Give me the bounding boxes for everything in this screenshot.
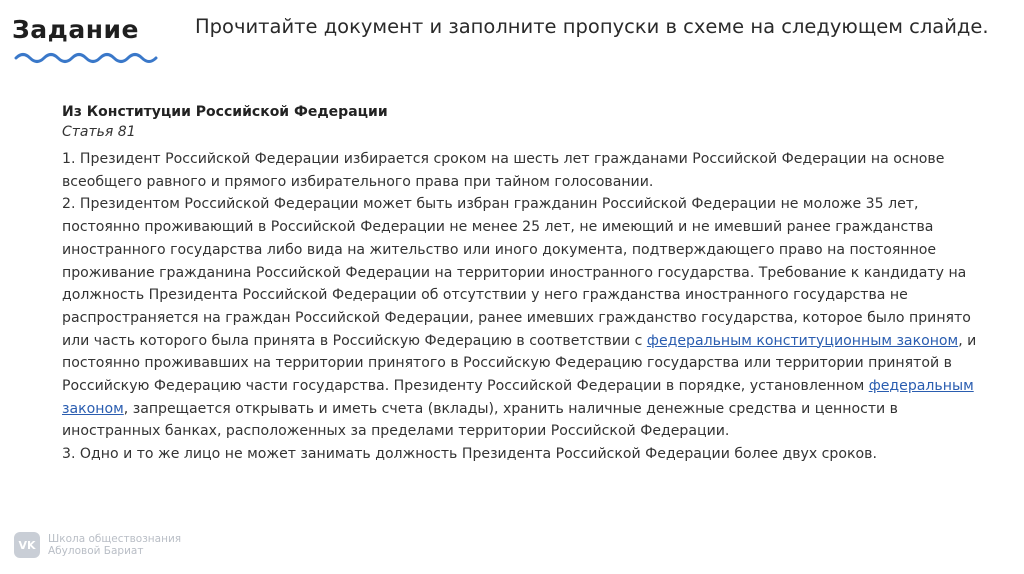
footer-line-1: Школа обществознания: [48, 533, 182, 545]
task-badge: [12, 14, 172, 68]
paragraph-2: [62, 193, 977, 443]
paragraph-1: 1. Президент Российской Федерации избирается сроком на шесть лет гражданами Российской Федерации на основе всеобщего равного и прямого избирательного права при тайном голосовании.: [62, 151, 945, 190]
article-number: Статья 81: [62, 124, 136, 140]
paragraph-2-text-b: , и постоянно проживавших на территории принятого в Российскую Федерацию государства или территории принятой в Российскую Федерацию части государства. Президенту Российской Федерации в порядке, установленном: [62, 332, 977, 395]
paragraph-2-text-a: 2. Президентом Российской Федерации может быть избран гражданин Российской Федерации не моложе 35 лет, постоянно проживающий в Российской Федерации не менее 25 лет, не имеющий и не имевший ранее гражданства иностранного государства либо вида на жительство или иного документа, подтверждающего право на постоянное проживание гражданина Российской Федерации на территории иностранного государства. Требование к кандидату на должность Президента Российской Федерации об отсутствии у него гражданства иностранного государства не распространяется на граждан Российской Федерации, ранее имевших гражданство государства, которое было принято или часть которого была принята в Российскую Федерацию в соответствии с: [62, 196, 971, 349]
paragraph-2-text-c: , запрещается открывать и иметь счета (вклады), хранить наличные денежные средства и ценности в иностранных банках, расположенных за пределами территории Российской Федерации.: [62, 400, 898, 440]
paragraph-3: 3. Одно и то же лицо не может занимать должность Президента Российской Федерации более двух сроков.: [62, 446, 877, 463]
document-excerpt: [62, 102, 977, 466]
document-body: [62, 148, 977, 466]
vk-logo-icon: VK: [14, 532, 40, 558]
footer-watermark: [14, 532, 181, 558]
task-instruction: Прочитайте документ и заполните пропуски в схеме на следующем слайде.: [195, 15, 989, 38]
footer-line-2: Абуловой Бариат: [48, 545, 144, 557]
document-title: Из Конституции Российской Федерации: [62, 104, 388, 120]
federal-law-link[interactable]: федеральным законом: [62, 378, 974, 417]
federal-constitutional-law-link[interactable]: федеральным конституционным законом: [646, 332, 959, 349]
badge-title: Задание: [12, 15, 139, 44]
footer-text: [48, 533, 181, 557]
wave-decoration-icon: [12, 48, 162, 68]
